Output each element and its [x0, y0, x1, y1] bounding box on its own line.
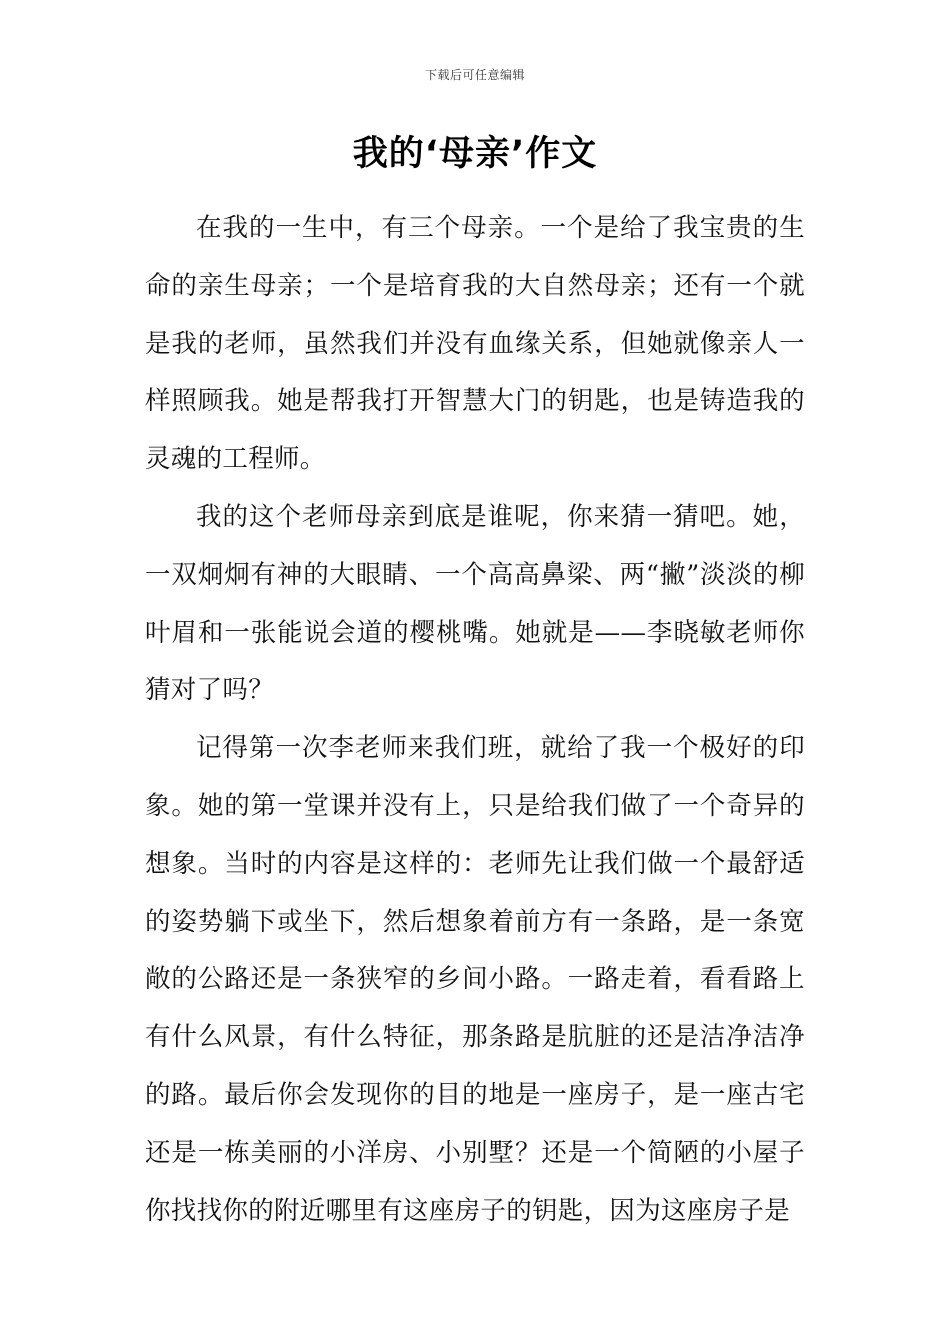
paragraph-2: 我的这个老师母亲到底是谁呢，你来猜一猜吧。她，一双炯炯有神的大眼睛、一个高高鼻梁、两“撇”淡淡的柳叶眉和一张能说会道的樱桃嘴。她就是——李晓敏老师你猜对了吗？: [145, 501, 805, 706]
paragraph-1: 在我的一生中，有三个母亲。一个是给了我宝贵的生命的亲生母亲；一个是培育我的大自然母亲；还有一个就是我的老师，虽然我们并没有血缘关系，但她就像亲人一样照顾我。她是帮我打开智慧大门的钥匙，也是铸造我的灵魂的工程师。: [145, 213, 805, 475]
header-note: 下载后可任意编辑: [424, 68, 525, 82]
document-body: [145, 200, 805, 1240]
document-title: 我的‘母亲’作文: [352, 134, 598, 174]
paragraph-3: 记得第一次李老师来我们班，就给了我一个极好的印象。她的第一堂课并没有上，只是给我们做了一个奇异的想象。当时的内容是这样的：老师先让我们做一个最舒适的姿势躺下或坐下，然后想象着前方有一条路，是一条宽敞的公路还是一条狭窄的乡间小路。一路走着，看看路上有什么风景，有什么特征，那条路是肮脏的还是洁净洁净的路。最后你会发现你的目的地是一座房子，是一座古宅还是一栋美丽的小洋房、小别墅？还是一个简陋的小屋子你找找你的附近哪里有这座房子的钥匙，因为这座房子是: [145, 733, 805, 1226]
